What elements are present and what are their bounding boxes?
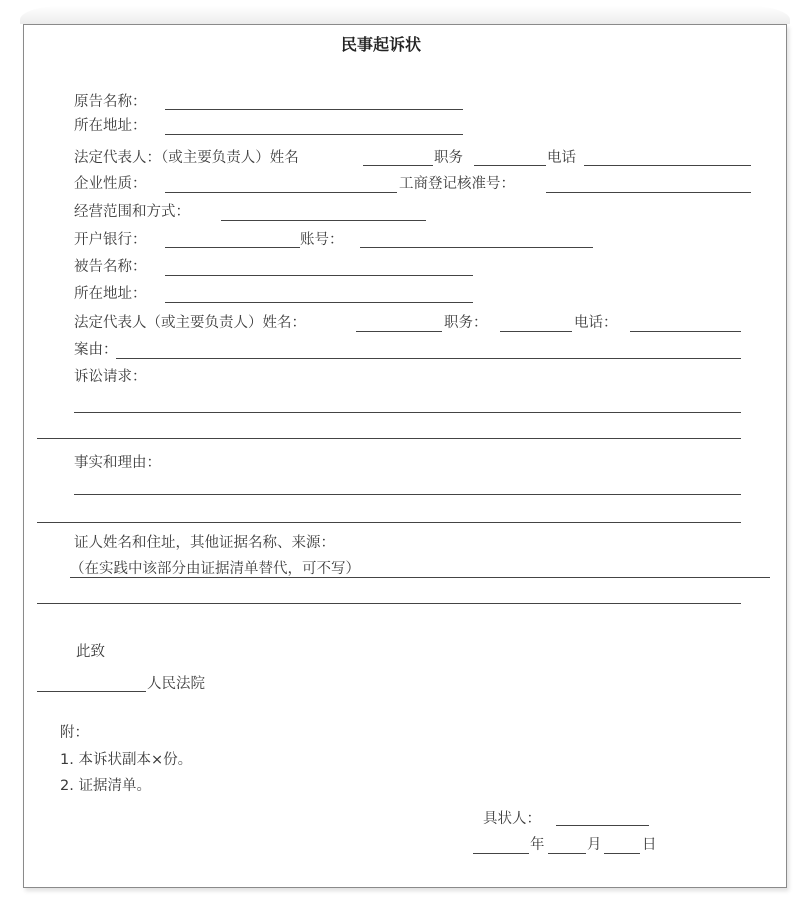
business-scope-field[interactable] [221,220,426,221]
facts-label: 事实和理由： [74,455,161,471]
defendant-name-field[interactable] [165,275,473,276]
bank-field[interactable] [165,247,300,248]
enterprise-type-label: 企业性质： [74,176,147,192]
court-label: 人民法院 [147,676,205,692]
attachments-label: 附： [60,725,89,741]
defendant-phone-field[interactable] [630,331,741,332]
claims-line-1[interactable] [74,412,741,413]
enterprise-type-field[interactable] [165,192,397,193]
account-label: 账号： [300,232,344,248]
witness-line-2[interactable] [37,603,741,604]
court-name-field[interactable] [37,691,146,692]
defendant-rep-name-field[interactable] [356,331,442,332]
attachment-item-2: 2. 证据清单。 [60,778,151,794]
legal-rep-phone-field[interactable] [584,165,751,166]
attachment-item-1: 1. 本诉状副本×份。 [60,752,193,768]
legal-rep-position-label: 职务 [434,150,463,166]
cause-label: 案由： [74,342,118,358]
plaintiff-name-field[interactable] [165,109,463,110]
plaintiff-address-field[interactable] [165,134,463,135]
plaintiff-name-label: 原告名称： [74,94,147,110]
month-label: 月 [587,837,602,853]
legal-rep-phone-label: 电话 [547,150,576,166]
defendant-name-label: 被告名称： [74,259,147,275]
defendant-address-label: 所在地址： [74,286,147,302]
page-title: 民事起诉状 [341,35,422,54]
signer-field[interactable] [556,825,649,826]
cause-field[interactable] [116,358,741,359]
witness-line-1[interactable] [70,577,770,578]
year-field[interactable] [473,853,529,854]
legal-rep-name-field[interactable] [363,165,433,166]
account-field[interactable] [360,247,593,248]
registration-no-field[interactable] [546,192,751,193]
defendant-position-field[interactable] [500,331,572,332]
signer-label: 具状人： [483,811,541,827]
registration-no-label: 工商登记核准号： [399,176,515,192]
defendant-rep-label: 法定代表人（或主要负责人）姓名： [74,315,306,331]
bank-label: 开户银行： [74,232,147,248]
defendant-address-field[interactable] [165,302,473,303]
defendant-position-label: 职务： [444,315,488,331]
witness-note: （在实践中该部分由证据清单替代，可不写） [70,561,360,577]
page-top-edge [20,6,790,24]
facts-line-2[interactable] [37,522,741,523]
day-field[interactable] [604,853,640,854]
claims-label: 诉讼请求： [74,369,147,385]
facts-line-1[interactable] [74,494,741,495]
legal-rep-label: 法定代表人：（或主要负责人）姓名 [74,150,299,166]
witness-label: 证人姓名和住址，其他证据名称、来源： [74,535,335,551]
year-label: 年 [530,837,545,853]
month-field[interactable] [548,853,586,854]
complaint-form-sheet [23,24,787,888]
defendant-phone-label: 电话： [574,315,618,331]
salute-text: 此致 [76,644,105,660]
day-label: 日 [642,837,657,853]
plaintiff-address-label: 所在地址： [74,118,147,134]
legal-rep-position-field[interactable] [474,165,546,166]
business-scope-label: 经营范围和方式： [74,204,190,220]
claims-line-2[interactable] [37,438,741,439]
